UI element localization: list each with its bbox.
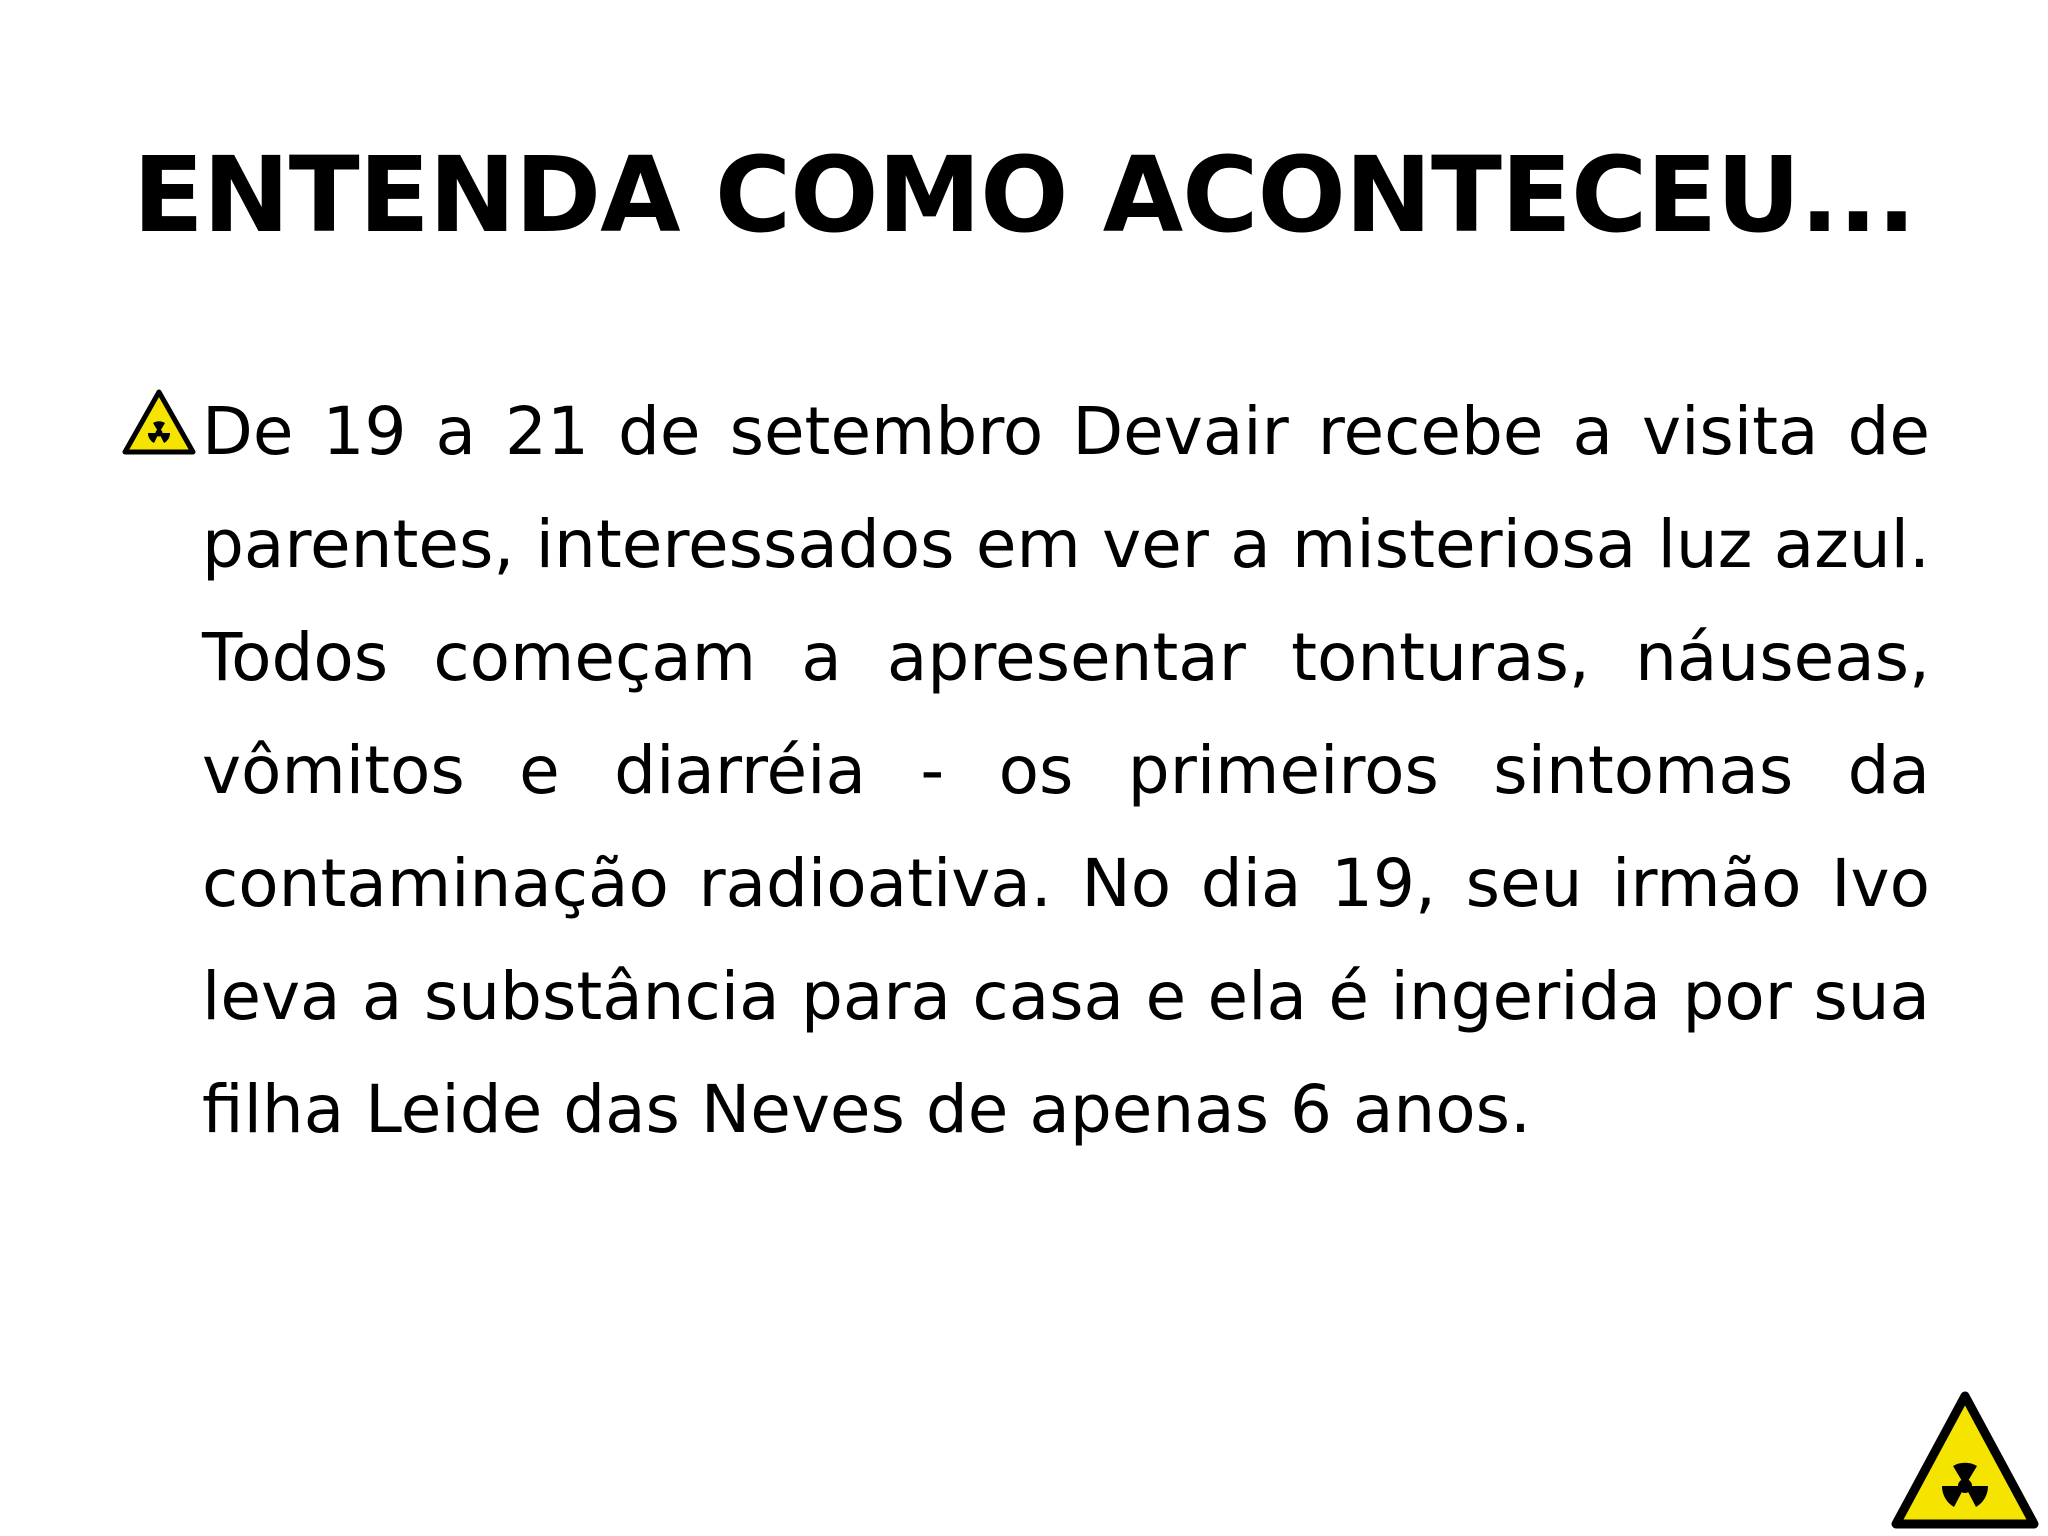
radiation-warning-icon (1890, 1390, 2040, 1530)
bullet-item (122, 375, 1930, 1166)
bullet-text: De 19 a 21 de setembro Devair recebe a visita de parentes, interessados em ver a misteriosa luz azul. Todos começam a apresentar tonturas, náuseas, vômitos e diarréia - os primeiros sintomas da contaminação radioativa. No dia 19, seu irmão Ivo leva a substância para casa e ela é ingerida por sua filha Leide das Neves de apenas 6 anos. (202, 393, 1930, 1148)
radiation-warning-icon (122, 389, 196, 455)
slide-title: ENTENDA COMO ACONTECEU... (132, 134, 1916, 256)
